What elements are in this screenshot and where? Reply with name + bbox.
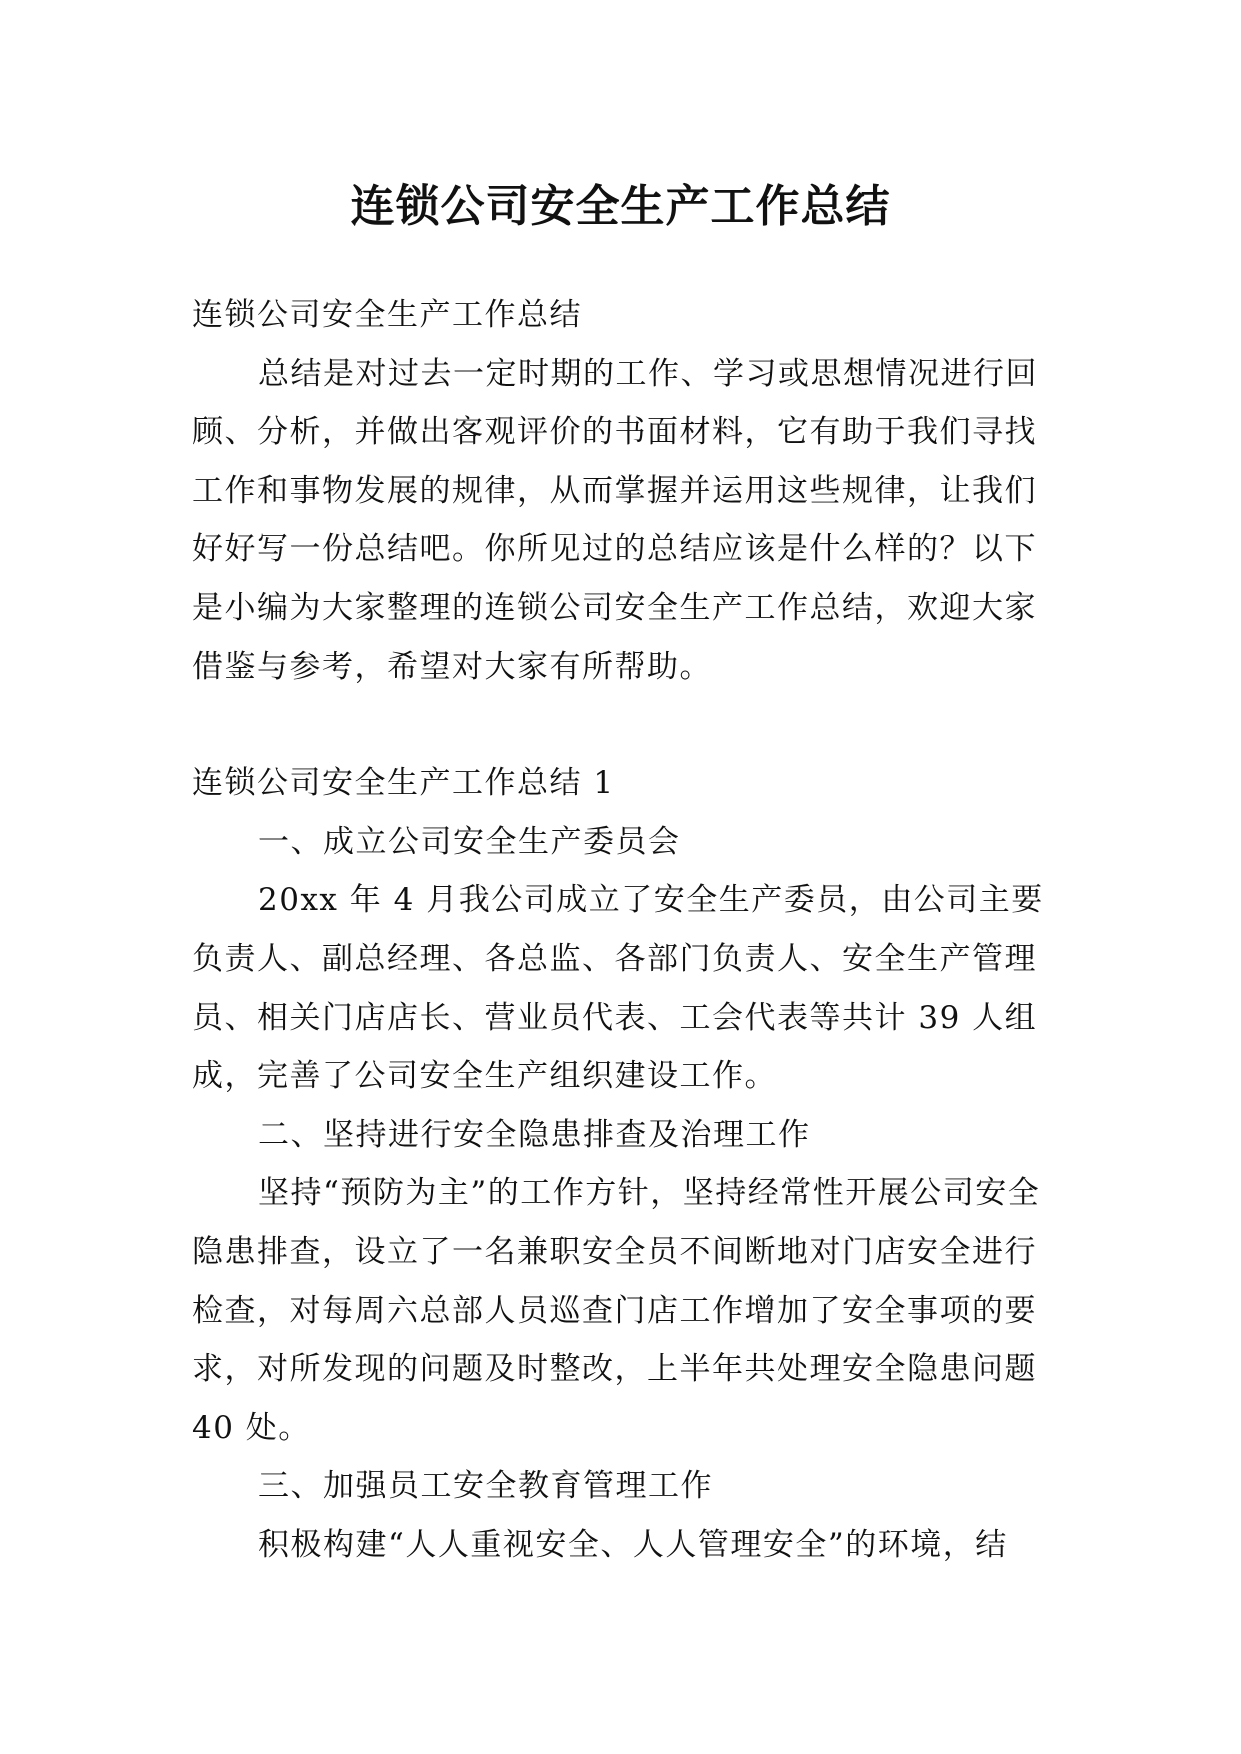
section-heading-3: 三、加强员工安全教育管理工作	[258, 1468, 713, 1505]
document-body	[192, 286, 1052, 1574]
paragraph-2: 坚持“预防为主”的工作方针，坚持经常性开展公司安全隐患排查，设立了一名兼职安全员不间断地对门店安全进行检查，对每周六总部人员巡查门店工作增加了安全事项的要求，对所发现的问题及时整改，上半年共处理安全隐患问题 40 处。	[192, 1175, 1041, 1446]
document-subtitle: 连锁公司安全生产工作总结	[192, 297, 582, 333]
document-title: 连锁公司安全生产工作总结	[350, 181, 891, 233]
section-title: 连锁公司安全生产工作总结 1	[192, 765, 615, 802]
paragraph-3: 积极构建“人人重视安全、人人管理安全”的环境，结	[258, 1526, 1008, 1563]
intro-paragraph: 总结是对过去一定时期的工作、学习或思想情况进行回顾、分析，并做出客观评价的书面材料，它有助于我们寻找工作和事物发展的规律，从而掌握并运用这些规律，让我们好好写一份总结吧。你所见过的总结应该是什么样的？以下是小编为大家整理的连锁公司安全生产工作总结，欢迎大家借鉴与参考，希望对大家有所帮助。	[192, 355, 1038, 685]
section-heading-1: 一、成立公司安全生产委员会	[258, 823, 681, 860]
paragraph-1: 20xx 年 4 月我公司成立了安全生产委员，由公司主要负责人、副总经理、各总监、各部门负责人、安全生产管理员、相关门店店长、营业员代表、工会代表等共计 39 人组成，完善了公司安全生产组织建设工作。	[192, 882, 1044, 1095]
section-heading-2: 二、坚持进行安全隐患排查及治理工作	[258, 1116, 811, 1153]
